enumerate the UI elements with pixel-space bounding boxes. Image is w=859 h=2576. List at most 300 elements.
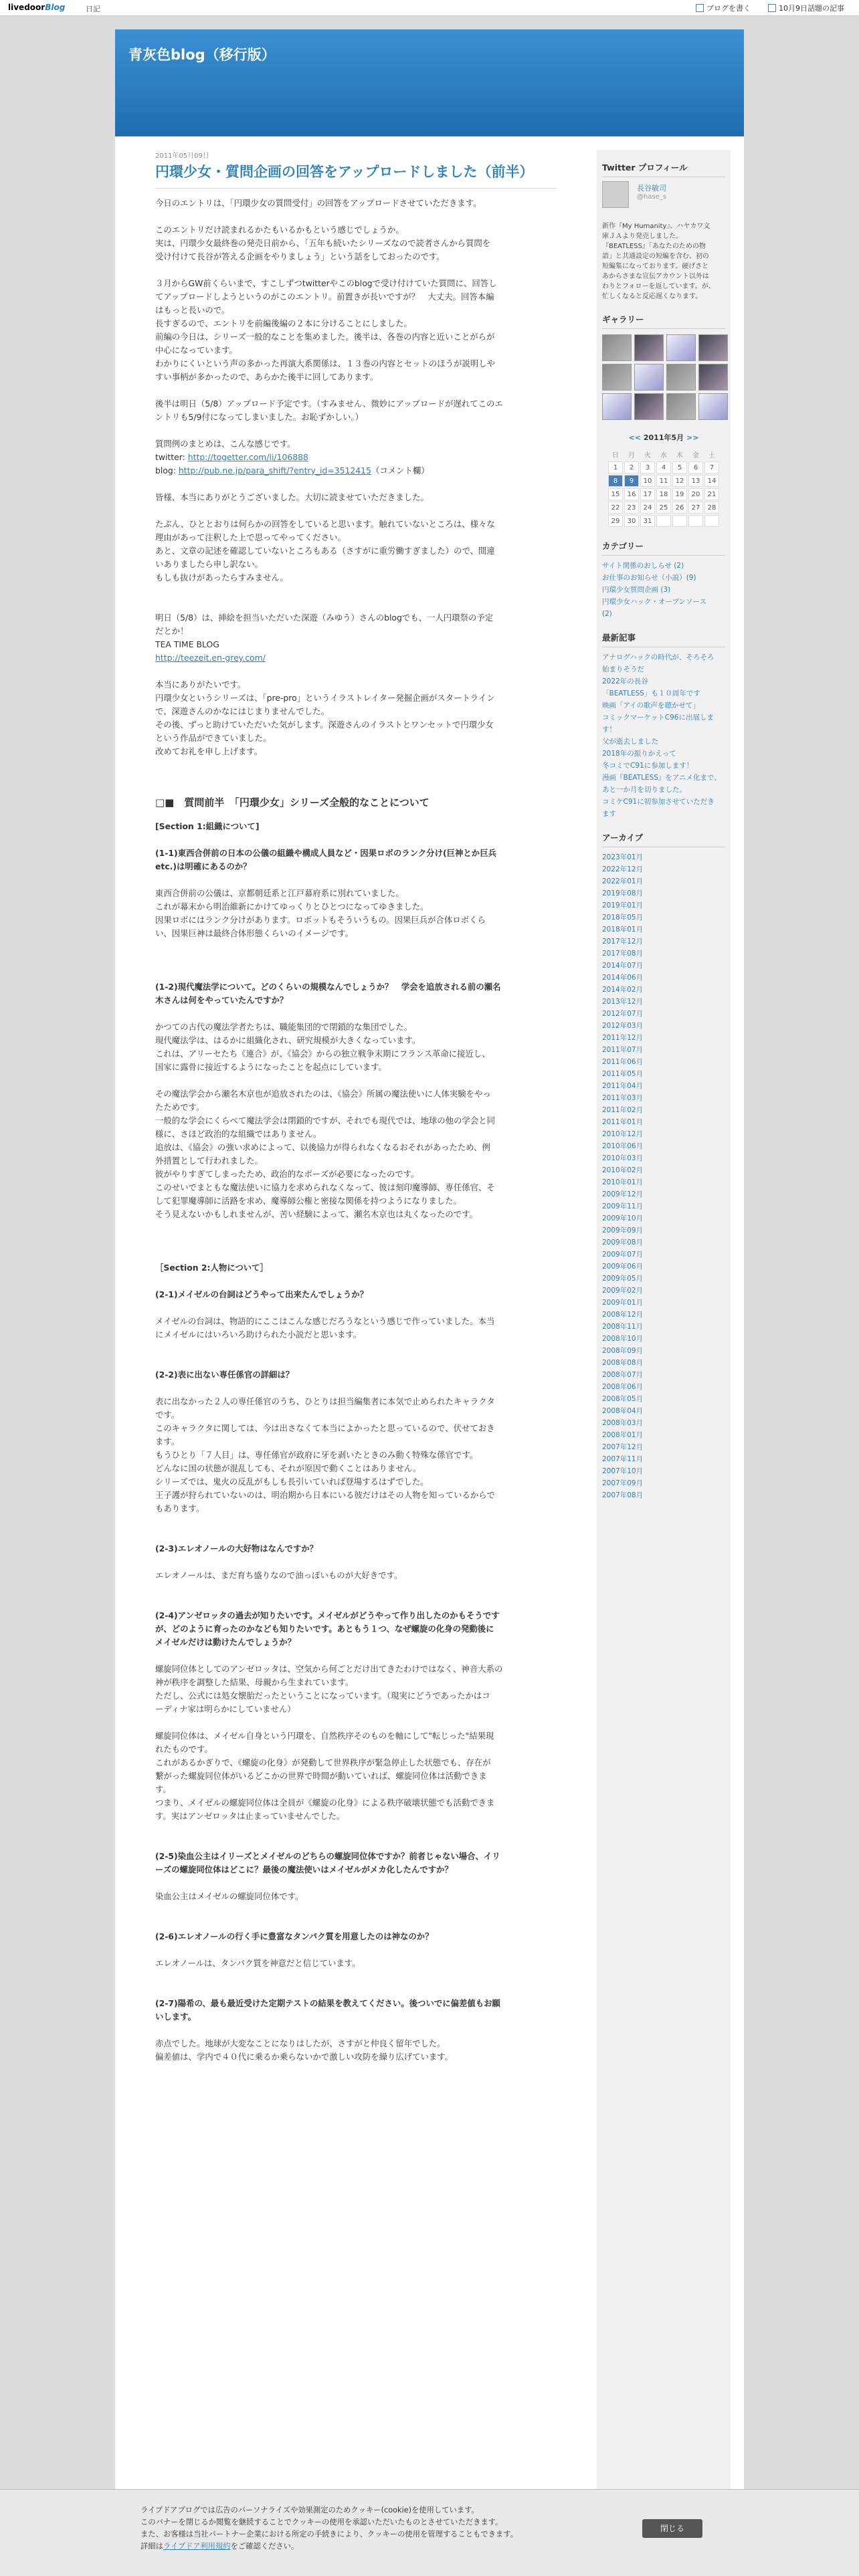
- answer: です。: [155, 1410, 180, 1420]
- recent-post-link[interactable]: す！: [602, 726, 616, 734]
- bio-line: 忙しくなると反応遅くなります。: [602, 293, 702, 300]
- weekday-label: 水: [660, 451, 667, 459]
- archive-link[interactable]: 2014年06月: [602, 974, 644, 982]
- calendar-day[interactable]: 4: [656, 461, 671, 473]
- section-title: [Section 1:組織について]: [155, 821, 260, 831]
- answer: たためです。: [155, 1102, 205, 1112]
- answer: かつての古代の魔法学者たちは、職能集団的で閉鎖的な集団でした。: [155, 1022, 413, 1032]
- body-line: 受け付けて長谷が答える企画をやりましょう」という話をしておったのです。: [155, 251, 445, 261]
- gallery-thumb[interactable]: [666, 334, 696, 361]
- gallery-thumb[interactable]: [634, 393, 664, 420]
- body-line: 明日（5/8）は、挿絵を担当いただいた深遊（みゆう）さんのblogでも、一人円環祭の予定: [155, 613, 494, 623]
- blog-line: [155, 464, 557, 477]
- calendar-day[interactable]: 17: [640, 488, 655, 500]
- calendar-day[interactable]: 3: [640, 461, 655, 473]
- bio-line: 新作『My Humanity』、ハヤカワ文: [602, 223, 710, 230]
- body-line: [155, 504, 557, 518]
- calendar-title: 2011年5月: [643, 433, 684, 442]
- recent-post-link[interactable]: 冬コミでC91に参加します！: [602, 762, 694, 770]
- gallery-thumb[interactable]: [602, 334, 632, 361]
- archive-link[interactable]: 2008年06月: [602, 1383, 644, 1391]
- question: (1-1)東西合併前の日本の公儀の組織や構成人員など・因果ロボのランク分け(巨神とか巨兵: [155, 848, 496, 858]
- sidebar: [597, 150, 731, 2517]
- archive-link[interactable]: 2009年09月: [602, 1226, 644, 1235]
- archive-link[interactable]: 2011年12月: [602, 1034, 644, 1042]
- body-line: あと、文章の記述を確認していないところもある（さすがに重労働すぎました）ので、間違: [155, 546, 495, 556]
- answer: 偏差値は、学内で４０代に乗るか乗らないかで激しい攻防を繰り広げています。: [155, 2052, 454, 2062]
- calendar-day[interactable]: 12: [672, 475, 687, 487]
- archive-link[interactable]: 2008年03月: [602, 1419, 644, 1427]
- cookie-banner: [0, 2489, 859, 2576]
- gallery-thumb[interactable]: [634, 364, 664, 391]
- calendar-icon: [768, 4, 776, 12]
- archive-link[interactable]: 2014年02月: [602, 986, 644, 994]
- spacer: [155, 1943, 557, 1957]
- answer: 王子護が狩られていないのは、明治期から日本にいる彼だけはその人物を知っているからで: [155, 1490, 495, 1500]
- bio-line: わりとフォローを返しています。が、: [602, 283, 715, 290]
- calendar-day[interactable]: 13: [688, 475, 703, 487]
- archive-link[interactable]: 2007年10月: [602, 1467, 644, 1475]
- archive-link[interactable]: 2017年12月: [602, 938, 644, 946]
- archive-link[interactable]: 2018年01月: [602, 926, 644, 934]
- answer: このせいでまともな魔法使いに協力を求められなくなって、彼は刻印魔導師、専任係官、そ: [155, 1182, 495, 1192]
- calendar-day[interactable]: 9: [624, 475, 639, 487]
- archive-link[interactable]: 2012年07月: [602, 1010, 644, 1018]
- category-list: [602, 560, 725, 620]
- recent-post-link[interactable]: 2022年の長谷: [602, 677, 648, 685]
- spacer: [155, 1970, 557, 1983]
- archive-link[interactable]: 2011年05月: [602, 1070, 644, 1078]
- question: (2-5)染血公主はイリーズとメイゼルのどちらの螺旋同位体ですか？前者じゃない場合、イリ: [155, 1851, 500, 1861]
- tea-line: [155, 651, 557, 665]
- blog-suffix: （コメント欄）: [371, 465, 430, 475]
- calendar-day[interactable]: 5: [672, 461, 687, 473]
- recent-post-link[interactable]: 父が逝去しました: [602, 738, 658, 746]
- body-line: という作品ができていました。: [155, 733, 272, 743]
- question: いします。: [155, 2012, 196, 2022]
- spacer: [155, 833, 557, 847]
- archive-link[interactable]: 2017年08月: [602, 950, 644, 958]
- spacer: [155, 1355, 557, 1368]
- bio-line: 短編集になっております。硬げさと: [602, 263, 709, 270]
- archive-link[interactable]: 2011年02月: [602, 1106, 644, 1114]
- cookie-text: [140, 2504, 859, 2541]
- archive-link[interactable]: 2008年04月: [602, 1407, 644, 1415]
- answer: い、因果巨神は最終合体形態くらいのイメージです。: [155, 928, 354, 938]
- category-link[interactable]: サイト関係のおしらせ (2): [602, 562, 684, 570]
- archive-link[interactable]: 2009年10月: [602, 1214, 644, 1222]
- blog-label: blog:: [155, 465, 179, 475]
- answer: [155, 1716, 557, 1729]
- archive-link[interactable]: 2009年12月: [602, 1190, 644, 1198]
- archive-link[interactable]: 2023年01月: [602, 853, 644, 861]
- spacer: [155, 1876, 557, 1890]
- answer: して犯罪魔導師に活路を求め、魔導師公権と密接な関係を持つようになりました。: [155, 1196, 462, 1206]
- body-line: [155, 598, 557, 611]
- cookie-line: また、お客様は当社パートナー企業における所定の手続きにより、クッキーの使用を管理することもできます。: [140, 2530, 518, 2539]
- category-link[interactable]: 円環少女質問企画 (3): [602, 586, 671, 594]
- calendar-header: [602, 432, 725, 443]
- archive-link[interactable]: 2019年08月: [602, 889, 644, 897]
- answer: ーディナ家は明らかにしていません）: [155, 1704, 296, 1714]
- spacer: [155, 1275, 557, 1288]
- spacer: [155, 1823, 557, 1836]
- calendar-day[interactable]: 8: [608, 475, 623, 487]
- archive-link[interactable]: 2022年01月: [602, 877, 644, 885]
- archive-link[interactable]: 2010年06月: [602, 1142, 644, 1150]
- answer: そう見えないかもしれませんが、苦い経験によって、瀬名木京也は丸くなったのです。: [155, 1209, 478, 1219]
- category-link[interactable]: (2): [602, 610, 612, 618]
- archive-link[interactable]: 2011年03月: [602, 1094, 644, 1102]
- calendar-day[interactable]: 6: [688, 461, 703, 473]
- archive-link[interactable]: 2008年01月: [602, 1431, 644, 1439]
- body-line: [155, 263, 557, 277]
- calendar-day[interactable]: 24: [640, 502, 655, 514]
- body-line: [155, 665, 557, 678]
- answer: 表に出なかった２人の専任係官のうち、ひとりは担当編集者に本気で止められたキャラクタ: [155, 1396, 495, 1406]
- calendar-day[interactable]: 14: [704, 475, 719, 487]
- calendar-day: [656, 515, 671, 527]
- archive-link[interactable]: 2011年07月: [602, 1046, 644, 1054]
- cookie-line: ライブドアブログでは広告のパーソナライズや効果測定のためクッキー(cookie)を使用しています。: [140, 2506, 479, 2514]
- recent-post-link[interactable]: ます: [602, 810, 616, 818]
- body-line: 中心になっています。: [155, 345, 237, 355]
- answer: 因果ロボにはランク分けがあります。ロボットもそういうもの。因果巨兵が合体ロボくら: [155, 915, 486, 925]
- twitter-link[interactable]: http://togetter.com/li/106888: [187, 452, 308, 462]
- category-link[interactable]: お仕事のお知らせ（小説）(9): [602, 574, 696, 582]
- answer: これは、アリーセたち《連合》が、《協会》からの独立戦争末期にフランス革命に接近し、: [155, 1049, 490, 1059]
- calendar-day[interactable]: 21: [704, 488, 719, 500]
- answer: これがあるかぎりで、《螺旋の化身》が発動して世界秩序が緊急停止した状態でも、存在が: [155, 1757, 491, 1767]
- calendar-day[interactable]: 22: [608, 502, 623, 514]
- calendar-prev[interactable]: <<: [628, 433, 642, 442]
- spacer: [155, 954, 557, 967]
- gallery-thumb[interactable]: [602, 393, 632, 420]
- calendar-day[interactable]: 2: [624, 461, 639, 473]
- archive-link[interactable]: 2007年11月: [602, 1455, 644, 1463]
- calendar-day: [672, 515, 687, 527]
- archive-link[interactable]: 2008年07月: [602, 1371, 644, 1379]
- question: (2-1)メイゼルの台詞はどうやって出来たんでしょうか？: [155, 1289, 369, 1299]
- avatar[interactable]: [602, 181, 629, 208]
- gallery-thumb[interactable]: [698, 334, 728, 361]
- spacer: [155, 940, 557, 954]
- calendar-day[interactable]: 27: [688, 502, 703, 514]
- calendar-day[interactable]: 1: [608, 461, 623, 473]
- body-line: たぶん、ひととおりは何らかの回答をしていると思います。触れていないところは、様々な: [155, 519, 495, 529]
- body-line: このエントリだけ読まれるかたもいるかもという感じでしょうか。: [155, 225, 404, 235]
- body-line: [155, 384, 557, 397]
- weekday-label: 木: [676, 451, 683, 459]
- recent-list: [602, 651, 725, 820]
- archive-heading: アーカイブ: [602, 829, 725, 847]
- top-bar: [0, 0, 859, 16]
- archive-link[interactable]: 2009年02月: [602, 1287, 644, 1295]
- calendar-day[interactable]: 20: [688, 488, 703, 500]
- calendar-day[interactable]: 16: [624, 488, 639, 500]
- calendar-day[interactable]: 28: [704, 502, 719, 514]
- archive-link[interactable]: 2009年08月: [602, 1239, 644, 1247]
- calendar-day[interactable]: 30: [624, 515, 639, 527]
- archive-link[interactable]: 2018年05月: [602, 914, 644, 922]
- body-line: だとか！: [155, 626, 189, 636]
- body-line: [155, 584, 557, 598]
- bio-line: あからさまな宣伝アカウント以外は: [602, 273, 709, 280]
- archive-link[interactable]: 2011年04月: [602, 1082, 644, 1090]
- spacer: [155, 1248, 557, 1261]
- answer: 東西合併前の公儀は、京都朝廷系と江戸幕府系に別れていました。: [155, 888, 404, 898]
- archive-link[interactable]: 2012年03月: [602, 1022, 644, 1030]
- gallery-thumb[interactable]: [602, 364, 632, 391]
- spacer: [155, 1341, 557, 1355]
- topics-link[interactable]: 10月9日話題の記事: [768, 3, 844, 13]
- spacer: [155, 1983, 557, 1997]
- weekday-label: 火: [644, 451, 651, 459]
- recent-post-link[interactable]: 漫画『BEATLESS』をアニメ化まで、: [602, 774, 721, 782]
- answer: 彼がやりすぎてしまったため、政治的なポーズが必要になったのです。: [155, 1169, 419, 1179]
- body-line: 前編の今日は、シリーズ一般的なことを集めました。後半は、各巻の内容と近いことがらが: [155, 332, 495, 342]
- body-line: すい事柄が多かったので、あらかた後半に回してあります。: [155, 372, 379, 382]
- body-line: ントリも5/9付になってしまいました。お恥ずかしい。）: [155, 412, 364, 422]
- body-line: ３月からGW前くらいまで、すこしずつtwitterやこのblogで受け付けていた質問に、回答し: [155, 278, 497, 288]
- bio-line: 『BEATLESS』「あなたのための物: [602, 243, 706, 250]
- body-line: で、深遊さんのかなにはじまりませんでした。: [155, 706, 329, 716]
- archive-link[interactable]: 2008年11月: [602, 1323, 644, 1331]
- archive-link[interactable]: 2008年05月: [602, 1395, 644, 1403]
- recent-post-link[interactable]: 2018年の振りかえって: [602, 750, 676, 758]
- body-line: [155, 210, 557, 223]
- page-container: [115, 29, 744, 2517]
- spacer: [155, 1301, 557, 1315]
- archive-link[interactable]: 2022年12月: [602, 865, 644, 873]
- twitter-label: twitter:: [155, 452, 188, 462]
- answer: 神が秩序を調整した結果、母親から生まれています。: [155, 1677, 354, 1687]
- archive-link[interactable]: 2009年05月: [602, 1275, 644, 1283]
- close-button[interactable]: 閉じる: [642, 2519, 702, 2538]
- calendar-day[interactable]: 11: [656, 475, 671, 487]
- body-line: わかりにくいという声の多かった再演大系関係は、１３巻の内容とセットのほうが説明しや: [155, 358, 496, 368]
- profile-heading: Twitter プロフィール: [602, 159, 725, 177]
- gallery-thumb[interactable]: [666, 364, 696, 391]
- nikki-link[interactable]: 日記: [86, 5, 100, 13]
- body-line: 理由があって注釈した上で思ってやってください。: [155, 532, 346, 542]
- spacer: [155, 1917, 557, 1930]
- archive-link[interactable]: 2010年01月: [602, 1178, 644, 1186]
- archive-link[interactable]: 2014年07月: [602, 962, 644, 970]
- spacer: [155, 1649, 557, 1662]
- gallery-thumb[interactable]: [634, 334, 664, 361]
- archive-link[interactable]: 2010年02月: [602, 1166, 644, 1174]
- answer: 様に、さほど政治的な組織ではありません。: [155, 1129, 322, 1139]
- calendar: [607, 447, 721, 528]
- blog-comment-link[interactable]: http://pub.ne.jp/para_shift/?entry_id=3512415: [178, 465, 371, 475]
- gallery-thumb[interactable]: [698, 364, 728, 391]
- blog-header: [115, 29, 744, 136]
- answer: シリーズでは、鬼火の反乱がもしも長引いていれば登場するはずでした。: [155, 1477, 429, 1487]
- archive-link[interactable]: 2011年01月: [602, 1118, 644, 1126]
- body-line: 皆様、本当にありがとうございました。大切に読ませていただきました。: [155, 492, 429, 502]
- calendar-day[interactable]: 7: [704, 461, 719, 473]
- body-line: 後半は明日（5/8）アップロード予定です。（すみません、微妙にアップロードが遅れてこのエ: [155, 399, 503, 409]
- recent-heading: 最新記事: [602, 629, 725, 647]
- body-line: TEA TIME BLOG: [155, 639, 219, 649]
- question: (2-3)エレオノールの大好物はなんですか？: [155, 1543, 318, 1553]
- spacer: [155, 1529, 557, 1542]
- archive-link[interactable]: 2008年10月: [602, 1335, 644, 1343]
- answer: メイゼルの台詞は、物語的にここはこんな感じだろうなという感じで作っていました。本当: [155, 1316, 495, 1326]
- post-body: [155, 197, 557, 2064]
- category-link[interactable]: 円環少女ハック・オープンソース: [602, 598, 707, 606]
- archive-link[interactable]: 2007年12月: [602, 1443, 644, 1451]
- answer: ます。: [155, 1436, 180, 1446]
- tea-time-link[interactable]: http://teezeit.en-grey.com/: [155, 653, 266, 663]
- answer: 染血公主はメイゼルの螺旋同位体です。: [155, 1891, 304, 1901]
- calendar-day[interactable]: 23: [624, 502, 639, 514]
- answer: 外措置として行われました。: [155, 1156, 264, 1166]
- calendar-day[interactable]: 29: [608, 515, 623, 527]
- answer: す。: [155, 1784, 171, 1794]
- answer: 一般的な学会にくらべて魔法学会は閉鎖的ですが、それでも現代では、地球の他の学会と同: [155, 1115, 496, 1125]
- archive-link[interactable]: 2007年08月: [602, 1491, 644, 1499]
- archive-link[interactable]: 2009年11月: [602, 1202, 644, 1210]
- cookie-detail: 詳細はライブドア利用規約をご確認ください。: [140, 2542, 299, 2551]
- gallery-grid: [602, 334, 725, 420]
- gallery-heading: ギャラリー: [602, 311, 725, 329]
- answer: 現代魔法学は、はるかに組織化され、研究規模が大きくなっています。: [155, 1035, 421, 1045]
- body-line: てアップロードしようというのがこのエントリ。前置きが長いですが？ 大丈夫。回答本編: [155, 292, 494, 302]
- body-line: [155, 424, 557, 437]
- calendar-day[interactable]: 10: [640, 475, 655, 487]
- archive-link[interactable]: 2009年01月: [602, 1299, 644, 1307]
- answer: 赤点でした。地球が大変なことになりはしたが、さすがと仲良く留年でした。: [155, 2038, 446, 2048]
- archive-link[interactable]: 2019年01月: [602, 901, 644, 909]
- cookie-line: このバナーを閉じるか閲覧を継続することでクッキーの使用を承認いただいたものとさせていただきます。: [140, 2518, 503, 2527]
- calendar-day[interactable]: 19: [672, 488, 687, 500]
- spacer: [155, 1555, 557, 1569]
- archive-link[interactable]: 2008年08月: [602, 1359, 644, 1367]
- blog-title[interactable]: 青灰色blog（移行版）: [128, 47, 276, 63]
- post-date: 2011年05月09日: [155, 152, 209, 160]
- archive-link[interactable]: 2008年12月: [602, 1311, 644, 1319]
- question: メイゼルだけは動けたんでしょうか？: [155, 1637, 296, 1647]
- archive-link[interactable]: 2010年12月: [602, 1130, 644, 1138]
- recent-post-link[interactable]: 映画「アイの歌声を聴かせて」: [602, 702, 700, 710]
- profile-block: [602, 181, 725, 221]
- question: ーズの螺旋同位体はどこに？最後の魔法使いはメイゼルがメカ化したんですか？: [155, 1864, 453, 1874]
- spacer: [155, 1007, 557, 1021]
- answer: 螺旋同位体は、メイゼル自身という円環を、自然秩序そのものを軸にして"転じった"結果現: [155, 1731, 494, 1741]
- body-line: 改めてお礼を申し上げます。: [155, 746, 263, 756]
- calendar-day[interactable]: 15: [608, 488, 623, 500]
- archive-link[interactable]: 2010年03月: [602, 1154, 644, 1162]
- profile-handle[interactable]: @hase_s: [637, 193, 667, 201]
- answer: [155, 1074, 557, 1087]
- post-title[interactable]: 円環少女・質問企画の回答をアップロードしました（前半）: [155, 163, 557, 189]
- body-line: 長すぎるので、エントリを前編後編の２本に分けることにしました。: [155, 318, 412, 328]
- answer: 螺旋同位体としてのアンゼロッタは、空気から何ごとだけ出てきたわけではなく、神音大系の: [155, 1664, 503, 1674]
- question: etc.)は明確にあるのか？: [155, 861, 252, 871]
- answer: す。実はアンゼロッタは止まっていませんでした。: [155, 1811, 345, 1821]
- calendar-day: [688, 515, 703, 527]
- archive-link[interactable]: 2007年09月: [602, 1479, 644, 1487]
- calendar-day[interactable]: 26: [672, 502, 687, 514]
- spacer: [155, 1903, 557, 1917]
- calendar-day[interactable]: 31: [640, 515, 655, 527]
- archive-link[interactable]: 2009年06月: [602, 1263, 644, 1271]
- calendar-day[interactable]: 18: [656, 488, 671, 500]
- body-line: 質問例のまとめは、こんな感じです。: [155, 439, 296, 449]
- calendar-day[interactable]: 25: [656, 502, 671, 514]
- calendar-day: [704, 515, 719, 527]
- spacer: [155, 1515, 557, 1529]
- archive-link[interactable]: 2008年09月: [602, 1347, 644, 1355]
- answer: エレオノールは、タンパク質を神意だと信じています。: [155, 1958, 361, 1968]
- body-line: もしも抜けがあったらすみません。: [155, 572, 288, 582]
- section-heading: □■ 質問前半 「円環少女」シリーズ全般的なことについて: [155, 796, 430, 809]
- question: (2-4)アンゼロッタの過去が知りたいです。メイゼルがどうやって作り出したのかもそうです: [155, 1610, 500, 1620]
- spacer: [155, 1235, 557, 1248]
- recent-post-link[interactable]: アナログハックの時代が、そろそろ: [602, 653, 714, 661]
- section-title: ［Section 2:人物について］: [155, 1263, 268, 1273]
- answer: どんなに国の状態が混乱しても、それが原因で動くことはありません。: [155, 1463, 421, 1473]
- weekday-label: 月: [628, 451, 635, 459]
- weekday-label: 土: [708, 451, 715, 459]
- spacer: [155, 967, 557, 980]
- profile-bio: [602, 221, 725, 302]
- write-blog-link[interactable]: ブログを書く: [696, 3, 751, 13]
- spacer: [155, 873, 557, 887]
- spacer: [155, 2024, 557, 2037]
- gallery-thumb[interactable]: [666, 393, 696, 420]
- question: (2-7)陽希の、最も最近受けた定期テストの結果を教えてください。後ついでに偏差値もお願: [155, 1998, 500, 2008]
- spacer: [155, 1596, 557, 1609]
- recent-post-link[interactable]: 「BEATLESS」も１０周年です: [602, 689, 700, 697]
- answer: にメイゼルにはいろいろ助けられた小説だと思います。: [155, 1329, 362, 1339]
- answer: このキャラクタに関しては、今は出さなくて本当によかったと思っているので、伏せておき: [155, 1423, 495, 1433]
- recent-post-link[interactable]: あと一か月を切りました。: [602, 786, 686, 794]
- recent-post-link[interactable]: コミケC91に初参加させていただき: [602, 798, 714, 806]
- body-line: いありましたら申し訳ない。: [155, 559, 264, 569]
- answer: これが幕末から明治維新にかけてゆっくりとひとつになってゆきました。: [155, 901, 429, 911]
- category-heading: カテゴリー: [602, 538, 725, 556]
- main-article: [155, 150, 557, 2064]
- archive-link[interactable]: 2011年06月: [602, 1058, 644, 1066]
- body-line: 実は、円環少女最終巻の発売日前から、「五年も続いたシリーズなので読者さんから質問を: [155, 238, 491, 248]
- terms-link[interactable]: ライブドア利用規約: [163, 2542, 231, 2551]
- recent-post-link[interactable]: コミックマーケットC96に出展しま: [602, 714, 714, 722]
- gallery-thumb[interactable]: [698, 393, 728, 420]
- body-line: はもっと長いので。: [155, 305, 230, 315]
- profile-name[interactable]: 長谷敏司: [637, 184, 666, 193]
- body-line: 円環少女というシリーズは、「pre-pro」というイラストレイター発掘企画がスタートライン: [155, 693, 495, 703]
- body-line: その後、ずっと助けていただいた気がします。深遊さんのイラストとワンセットで円環少女: [155, 720, 494, 730]
- weekday-label: 金: [692, 451, 699, 459]
- answer: エレオノールは、まだ育ち盛りなので油っぽいものが大好きです。: [155, 1570, 403, 1580]
- bio-line: 庫ＪＡより発売しました。: [602, 233, 682, 240]
- answer: もうひとり「７人目」は、専任係官が政府に牙を剥いたときのみ動く特殊な係官です。: [155, 1450, 478, 1460]
- question: (2-2)表に出ない専任係官の詳細は？: [155, 1370, 294, 1380]
- recent-post-link[interactable]: 始まりそうだ: [602, 665, 644, 673]
- weekday-label: 日: [612, 451, 619, 459]
- spacer: [155, 1382, 557, 1395]
- body-line: 本当にありがたいです。: [155, 679, 246, 689]
- livedoor-logo[interactable]: livedoorBlog: [8, 3, 66, 12]
- body-line: 今日のエントリは、「円環少女の質問受付」の回答をアップロードさせていただきます。: [155, 198, 482, 208]
- archive-link[interactable]: 2013年12月: [602, 998, 644, 1006]
- calendar-next[interactable]: >>: [686, 433, 699, 442]
- answer: その魔法学会から瀬名木京也が追放されたのは、《協会》所属の魔法使いに人体実験をやっ: [155, 1089, 491, 1099]
- archive-link[interactable]: 2009年07月: [602, 1251, 644, 1259]
